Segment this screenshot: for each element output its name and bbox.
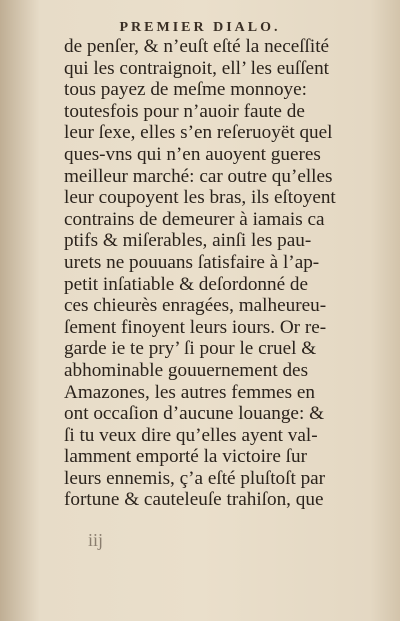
text-line: garde ie te pry’ ſi pour le cruel & <box>64 338 317 360</box>
text-line: petit inſatiable & deſordonné de <box>64 273 309 295</box>
text-line: fortune & cauteleuſe trahiſon, que <box>64 489 324 511</box>
text-line: Amazones, les autres femmes en <box>64 381 315 403</box>
text-line: leur coupoyent les bras, ils eſtoyent <box>64 187 336 209</box>
text-line: tous payez de meſme monnoye: <box>64 79 307 101</box>
text-line: meilleur marché: car outre qu’elles <box>64 165 333 187</box>
signature-mark: iij <box>88 530 104 550</box>
text-line: ſi tu veux dire qu’elles ayent val- <box>64 424 318 446</box>
text-line: de penſer, & n’euſt eſté la neceſſité <box>64 36 330 57</box>
running-head: PREMIER DIALO. <box>119 20 281 35</box>
bleed-through-shadow <box>8 168 48 228</box>
text-line: ques-vns qui n’en auoyent gueres <box>64 143 321 165</box>
text-line: contrains de demeurer à iamais ca <box>64 208 325 230</box>
text-line: ptifs & miſerables, ainſi les pau- <box>64 230 312 252</box>
text-line: ont occaſion d’aucune louange: & <box>64 403 325 425</box>
text-line: leurs ennemis, ç’a eſté pluſtoſt par <box>64 467 326 489</box>
text-line: abhominable gouuernement des <box>64 359 309 381</box>
text-line: ſement finoyent leurs iours. Or re- <box>64 316 327 338</box>
text-line: ces chieurès enragées, malheureu- <box>64 295 327 317</box>
text-line: lamment emporté la victoire ſur <box>64 446 307 468</box>
text-line: qui les contraignoit, ell’ les euſſent <box>64 57 329 79</box>
body-text <box>64 36 364 511</box>
text-line: toutesfois pour n’auoir faute de <box>64 100 305 122</box>
text-line: leur ſexe, elles s’en reſeruoyët quel <box>64 122 333 144</box>
text-line: urets ne pouuans ſatisfaire à l’ap- <box>64 251 320 273</box>
